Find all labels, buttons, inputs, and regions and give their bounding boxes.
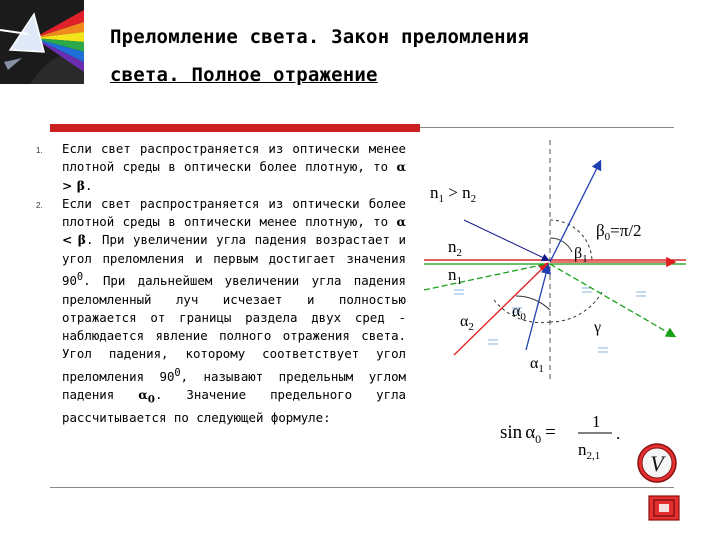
content-list <box>36 140 406 427</box>
label-n-relation: $n_1 > n_2$ <box>430 183 477 205</box>
ray-green-incident <box>424 264 546 290</box>
degree-sup: 0 <box>174 366 181 379</box>
label-alpha2: $\alpha_2$ <box>460 313 474 333</box>
label-alpha1: $\alpha_1$ <box>530 355 544 375</box>
v-button-label: V <box>650 451 664 476</box>
label-beta1: $\beta_1$ <box>574 245 588 265</box>
refraction-diagram <box>424 140 690 380</box>
label-gamma: γ <box>594 319 602 336</box>
label-n1: $n_1$ <box>448 265 462 287</box>
prism-rainbow-icon <box>0 0 84 84</box>
list-number: 1. <box>36 146 43 155</box>
ray-green-reflected <box>550 264 674 336</box>
label-beta0: $\beta_0=\pi/2$ <box>596 221 642 243</box>
item-text: Если свет распространяется из оптически менее плотной среды в оптически более плотную, то <box>62 141 406 175</box>
relation-alpha-lt-beta: α < β <box>62 214 406 248</box>
item-text: Если свет распространяется из оптически более плотной среды в оптически менее плотную, то <box>62 195 406 230</box>
v-button[interactable] <box>636 442 678 484</box>
formula-numerator: 1 <box>592 412 601 431</box>
formula-denominator: $n_{2,1}$ <box>578 440 601 462</box>
title-line-2 <box>110 56 700 94</box>
formula-dot: . <box>616 424 621 443</box>
title-line-1: Преломление света. Закон преломления <box>110 26 530 48</box>
ray-red-incident <box>454 264 547 355</box>
list-item-2 <box>36 195 406 427</box>
divider-bottom <box>50 487 674 488</box>
title-line-2-text: света. Полное отражение <box>110 64 378 86</box>
item-text-mid: . При увеличении угла падения возрастает и угол преломления и первым достигает значения 90 <box>62 232 406 289</box>
item-text-mid3: , называют предельным углом падения <box>62 368 406 403</box>
degree-sup: 0 <box>76 271 84 284</box>
relation-alpha-gt-beta: α > β <box>62 159 406 193</box>
formula-lhs: $\sin \alpha_0$ = <box>500 422 556 446</box>
alpha-char: α <box>138 387 148 403</box>
divider-top <box>420 127 674 128</box>
item-text-end: . <box>84 177 93 193</box>
label-alpha0: $\alpha_0$ <box>512 303 526 323</box>
v-button-icon <box>636 442 678 484</box>
item-text-mid2: . При дальнейшем увеличении угла падения преломленный луч исчезает и полностью отражается от границы раздела двух сред - наблюдается явление полного отражения света. Угол падения, которому соответствует угол преломления 90 <box>62 273 406 384</box>
ray-blue-incident <box>526 266 548 350</box>
alpha-sub: 0 <box>147 393 155 406</box>
list-number: 2. <box>36 200 43 210</box>
accent-bar <box>50 124 420 132</box>
ray-dark-incident <box>464 220 548 260</box>
list-item-1 <box>36 140 406 195</box>
label-n2: $n_2$ <box>448 237 462 259</box>
page-title <box>110 18 700 94</box>
item-text-end: . Значение предельного угла рассчитывается по следующей формуле: <box>62 387 406 425</box>
alpha0-symbol <box>138 387 155 406</box>
angle-arc-gamma <box>550 292 602 322</box>
stop-button[interactable] <box>648 495 680 521</box>
critical-angle-formula <box>500 405 640 465</box>
stop-square-icon <box>648 495 680 521</box>
